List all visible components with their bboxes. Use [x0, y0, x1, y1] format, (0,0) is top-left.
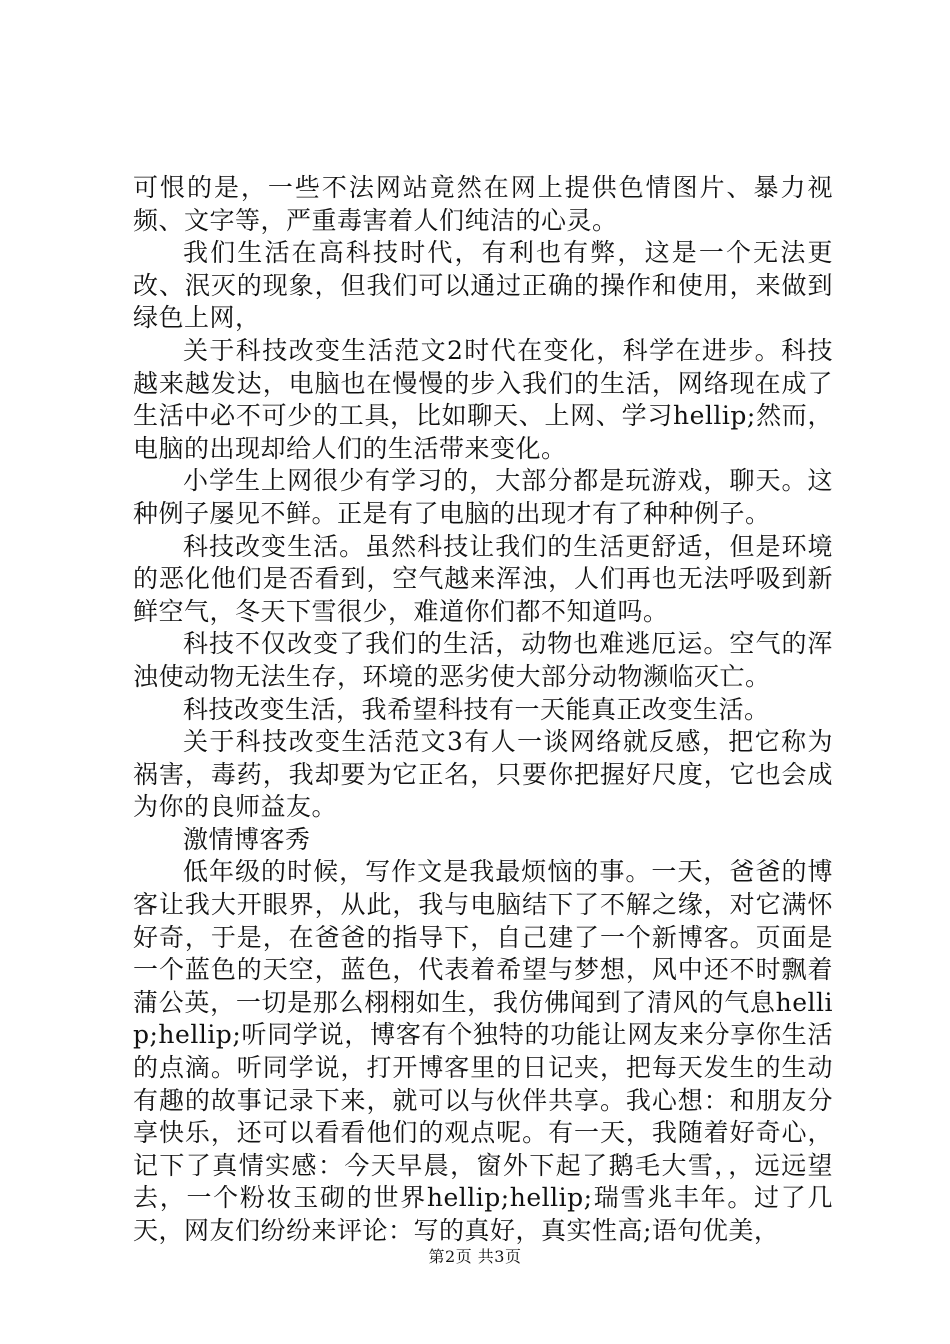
paragraph: 我们生活在高科技时代，有利也有弊，这是一个无法更改、泯灭的现象，但我们可以通过正确的操作和使用，来做到绿色上网， [133, 238, 833, 333]
section-heading: 激情博客秀 [183, 824, 311, 854]
paragraph: 科技改变生活。虽然科技让我们的生活更舒适，但是环境的恶化他们是否看到，空气越来浑浊，人们再也无法呼吸到新鲜空气，冬天下雪很少，难道你们都不知道吗。 [133, 531, 833, 626]
paragraph: 关于科技改变生活范文3有人一谈网络就反感，把它称为祸害，毒药，我却要为它正名，只要你把握好尺度，它也会成为你的良师益友。 [133, 727, 833, 822]
paragraph: 低年级的时候，写作文是我最烦恼的事。一天，爸爸的博客让我大开眼界，从此，我与电脑结下了不解之缘，对它满怀好奇，于是，在爸爸的指导下，自己建了一个新博客。页面是一个蓝色的天空，蓝色，代表着希望与梦想，风中还不时飘着蒲公英，一切是那么栩栩如生，我仿佛闻到了清风的气息hellip;hellip;听同学说，博客有个独特的功能让网友来分享你生活的点滴。听同学说，打开博客里的日记夹，把每天发生的生动有趣的故事记录下来，就可以与伙伴共享。我心想：和朋友分享快乐，还可以看看他们的观点呢。有一天，我随着好奇心，记下了真情实感：今天早晨，窗外下起了鹅毛大雪，，远远望去，一个粉妆玉砌的世界hellip;hellip;瑞雪兆丰年。过了几天，网友们纷纷来评论：写的真好，真实性高;语句优美， [133, 857, 833, 1245]
page-number-label: 第2页 共3页 [428, 1247, 522, 1266]
page-footer [0, 1244, 950, 1267]
paragraph: 科技改变生活，我希望科技有一天能真正改变生活。 [183, 694, 770, 724]
paragraph: 小学生上网很少有学习的，大部分都是玩游戏，聊天。这种例子屡见不鲜。正是有了电脑的出现才有了种种例子。 [133, 466, 833, 528]
paragraph: 可恨的是，一些不法网站竟然在网上提供色情图片、暴力视频、文字等，严重毒害着人们纯洁的心灵。 [133, 173, 833, 235]
paragraph: 关于科技改变生活范文2时代在变化，科学在进步。科技越来越发达，电脑也在慢慢的步入我们的生活，网络现在成了生活中必不可少的工具，比如聊天、上网、学习hellip;然而，电脑的出现却给人们的生活带来变化。 [133, 335, 833, 463]
document-body [133, 172, 833, 1248]
paragraph: 科技不仅改变了我们的生活，动物也难逃厄运。空气的浑浊使动物无法生存，环境的恶劣使大部分动物濒临灭亡。 [133, 629, 833, 691]
